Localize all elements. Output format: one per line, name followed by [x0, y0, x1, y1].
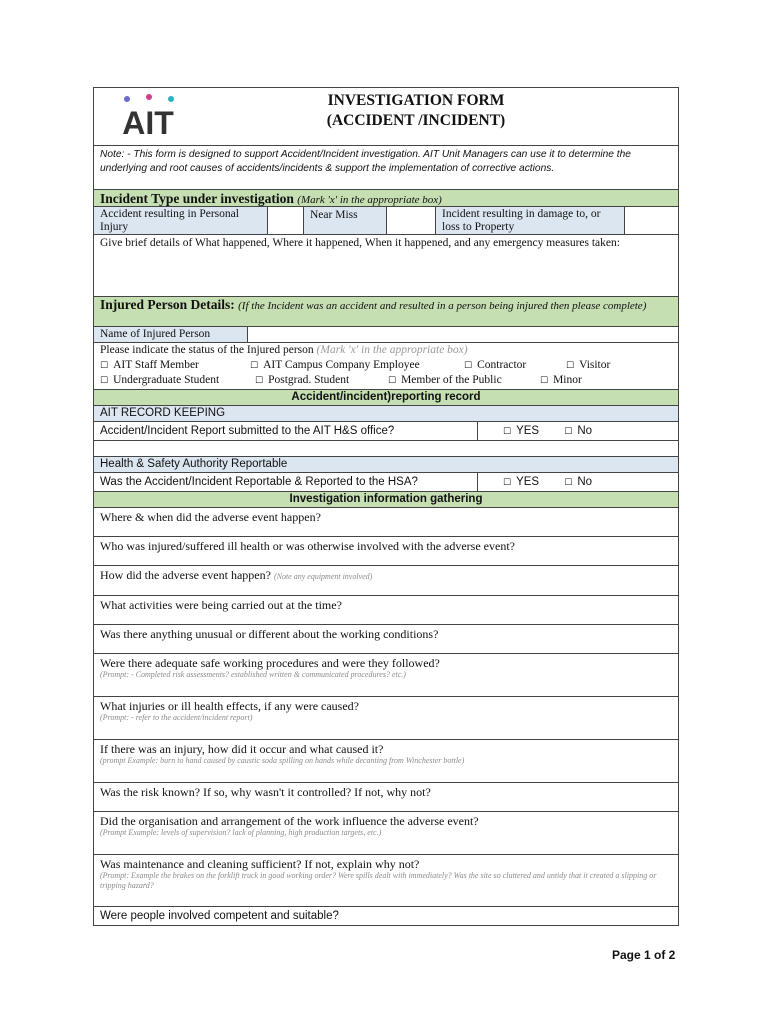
ait-report-yes[interactable]: ☐ YES: [503, 425, 540, 437]
hsa-report-no[interactable]: ☐ No: [564, 476, 593, 488]
question-competence[interactable]: Were people involved competent and suitable?: [100, 910, 339, 922]
question-injury-cause[interactable]: If there was an injury, how did it occur and what caused it? (prompt Example: burn to hand caused by caustic soda spilling on hands while decanting from Winchester bottle): [94, 740, 678, 783]
ait-report-answer: [478, 422, 678, 440]
checkbox-icon: ☐: [464, 361, 473, 371]
status-postgraduate[interactable]: ☐ Postgrad. Student: [255, 374, 350, 386]
question-who-injured[interactable]: Who was injured/suffered ill health or was otherwise involved with the adverse event?: [94, 537, 678, 566]
ait-record-keeping-label: AIT RECORD KEEPING: [94, 406, 678, 422]
hsa-report-question: Was the Accident/Incident Reportable & Reported to the HSA?: [94, 473, 478, 491]
ait-report-no[interactable]: ☐ No: [564, 425, 593, 437]
investigation-form: [93, 87, 679, 926]
checkbox-icon: ☐: [100, 376, 109, 386]
checkbox-icon: ☐: [255, 376, 264, 386]
property-damage-mark-box[interactable]: [625, 207, 678, 234]
brief-details-field[interactable]: [94, 235, 678, 297]
hsa-report-yes[interactable]: ☐ YES: [503, 476, 540, 488]
checkbox-icon: ☐: [503, 478, 512, 488]
incident-type-options: [94, 207, 678, 235]
status-public[interactable]: ☐ Member of the Public: [388, 374, 502, 386]
brief-details-label: Give brief details of What happened, Where it happened, When it happened, and any emergency measures taken:: [100, 237, 620, 249]
ait-report-question: Accident/Incident Report submitted to the AIT H&S office?: [94, 422, 478, 440]
question-where-when[interactable]: Where & when did the adverse event happen?: [94, 508, 678, 537]
status-undergraduate[interactable]: ☐ Undergraduate Student: [100, 374, 220, 386]
status-minor[interactable]: ☐ Minor: [540, 374, 582, 386]
status-staff[interactable]: ☐ AIT Staff Member: [100, 359, 199, 371]
form-title: INVESTIGATION FORM (ACCIDENT /INCIDENT): [326, 92, 506, 129]
question-unusual-conditions[interactable]: Was there anything unusual or different about the working conditions?: [94, 625, 678, 654]
status-visitor[interactable]: ☐ Visitor: [566, 359, 611, 371]
status-campus-employee[interactable]: ☐ AIT Campus Company Employee: [250, 359, 420, 371]
hsa-reportable-label: Health & Safety Authority Reportable: [94, 457, 678, 473]
svg-text:AIT: AIT: [122, 105, 174, 140]
question-work-organisation[interactable]: Did the organisation and arrangement of the work influence the adverse event? (Prompt Example: levels of supervision? lack of planning, high production targets, etc.): [94, 812, 678, 855]
injured-person-heading: Injured Person Details: (If the Incident was an accident and resulted in a person being injured then please complete): [94, 297, 678, 327]
checkbox-icon: ☐: [100, 361, 109, 371]
injured-name-row: [94, 327, 678, 343]
hsa-report-answer: [478, 473, 678, 491]
checkbox-icon: ☐: [503, 427, 512, 437]
status-hint: (Mark 'x' in the appropriate box): [316, 344, 468, 356]
checkbox-icon: ☐: [250, 361, 259, 371]
near-miss-mark-box[interactable]: [387, 207, 436, 234]
checkbox-icon: ☐: [540, 376, 549, 386]
personal-injury-mark-box[interactable]: [268, 207, 304, 234]
checkbox-icon: ☐: [564, 478, 573, 488]
gathering-heading: Investigation information gathering: [94, 492, 678, 508]
hsa-report-row: [94, 473, 678, 492]
injured-name-label: Name of Injured Person: [94, 327, 248, 342]
injured-status-section: [94, 343, 678, 390]
question-injuries[interactable]: What injuries or ill health effects, if any were caused? (Prompt: - refer to the accident/incident report): [94, 697, 678, 740]
injured-name-input[interactable]: [248, 327, 678, 342]
question-how-happened[interactable]: How did the adverse event happen? (Note any equipment involved): [94, 566, 678, 596]
status-label: Please indicate the status of the Injured person: [100, 344, 314, 356]
option-personal-injury: Accident resulting in Personal Injury: [94, 207, 268, 234]
question-risk-known[interactable]: Was the risk known? If so, why wasn't it controlled? If not, why not?: [94, 783, 678, 812]
question-safe-procedures[interactable]: Were there adequate safe working procedures and were they followed? (Prompt: - Completed risk assessments? established written & communicated procedures? etc.): [94, 654, 678, 697]
checkbox-icon: ☐: [564, 427, 573, 437]
question-maintenance[interactable]: Was maintenance and cleaning sufficient? If not, explain why not? (Prompt: Example the brakes on the forklift truck in good working order? Were spills dealt with immediately? Was the site so cluttered and untidy that it created a slipping or tripping hazard?: [94, 855, 678, 907]
ait-report-row: [94, 422, 678, 441]
option-near-miss: Near Miss: [304, 207, 387, 234]
reporting-heading: Accident/incident)reporting record: [94, 390, 678, 406]
page-number: Page 1 of 2: [612, 948, 676, 962]
checkbox-icon: ☐: [388, 376, 397, 386]
question-activities[interactable]: What activities were being carried out at the time?: [94, 596, 678, 625]
form-note: Note: - This form is designed to support Accident/Incident investigation. AIT Unit Managers can use it to determine the underlying and root causes of accidents/incidents & support the implementation of corrective actions.: [94, 146, 678, 190]
checkbox-icon: ☐: [566, 361, 575, 371]
option-property-damage: Incident resulting in damage to, or loss to Property: [436, 207, 625, 234]
form-header: [94, 88, 678, 146]
incident-type-heading: Incident Type under investigation (Mark 'x' in the appropriate box): [94, 190, 678, 207]
status-contractor[interactable]: ☐ Contractor: [464, 359, 527, 371]
spacer-row: [94, 441, 678, 457]
